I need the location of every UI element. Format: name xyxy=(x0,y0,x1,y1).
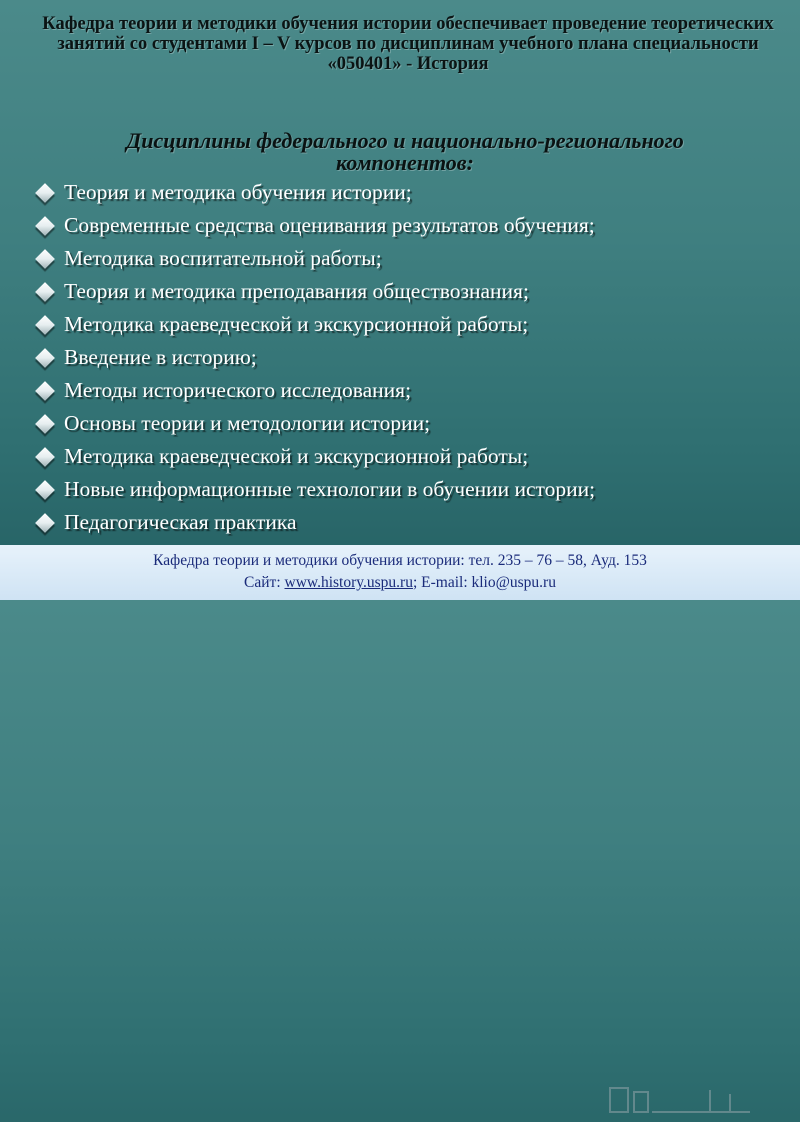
disciplines-subheading: Дисциплины федерального и национально-регионального компонентов: xyxy=(126,128,684,175)
discipline-label: Педагогическая практика xyxy=(64,510,297,534)
diamond-bullet-icon xyxy=(35,183,55,203)
discipline-label: Основы теории и методологии истории; xyxy=(64,411,431,435)
discipline-item xyxy=(28,341,595,374)
discipline-label: Методика краеведческой и экскурсионной работы; xyxy=(64,444,529,468)
slide-heading: Кафедра теории и методики обучения истории обеспечивает проведение теоретических занятий со студентами I – V курсов по дисциплинам учебного плана специальности «050401» - История xyxy=(42,14,774,74)
discipline-item xyxy=(28,473,595,506)
discipline-label: Введение в историю; xyxy=(64,345,257,369)
email-text: ; E-mail: klio@uspu.ru xyxy=(412,574,556,591)
discipline-label: Методы исторического исследования; xyxy=(64,378,412,402)
diamond-bullet-icon xyxy=(35,315,55,335)
diamond-bullet-icon xyxy=(35,513,55,533)
site-link[interactable]: www.history.uspu.ru xyxy=(284,574,413,591)
discipline-label: Теория и методика обучения истории; xyxy=(64,180,412,204)
diamond-bullet-icon xyxy=(35,381,55,401)
diamond-bullet-icon xyxy=(35,216,55,236)
discipline-item xyxy=(28,407,595,440)
discipline-label: Теория и методика преподавания обществознания; xyxy=(64,279,529,303)
footer xyxy=(0,545,800,600)
discipline-item xyxy=(28,506,595,539)
discipline-label: Новые информационные технологии в обучении истории; xyxy=(64,477,596,501)
discipline-item xyxy=(28,176,595,209)
footer-contact-line: Кафедра теории и методики обучения истории: тел. 235 – 76 – 58, Ауд. 153 xyxy=(153,552,647,569)
slide-body xyxy=(0,0,800,545)
discipline-item xyxy=(28,308,595,341)
discipline-label: Методика краеведческой и экскурсионной работы; xyxy=(64,312,529,336)
discipline-label: Современные средства оценивания результатов обучения; xyxy=(64,213,595,237)
discipline-label: Методика воспитательной работы; xyxy=(64,246,382,270)
diamond-bullet-icon xyxy=(35,414,55,434)
diamond-bullet-icon xyxy=(35,447,55,467)
diamond-bullet-icon xyxy=(35,480,55,500)
diamond-bullet-icon xyxy=(35,348,55,368)
footer-site-line xyxy=(0,573,800,593)
discipline-item xyxy=(28,374,595,407)
discipline-list xyxy=(28,176,595,539)
diamond-bullet-icon xyxy=(35,249,55,269)
discipline-item xyxy=(28,440,595,473)
site-label: Сайт: xyxy=(244,574,285,591)
discipline-item xyxy=(28,275,595,308)
discipline-item xyxy=(28,209,595,242)
diamond-bullet-icon xyxy=(35,282,55,302)
discipline-item xyxy=(28,242,595,275)
watermark-logo-icon xyxy=(590,1082,770,1122)
